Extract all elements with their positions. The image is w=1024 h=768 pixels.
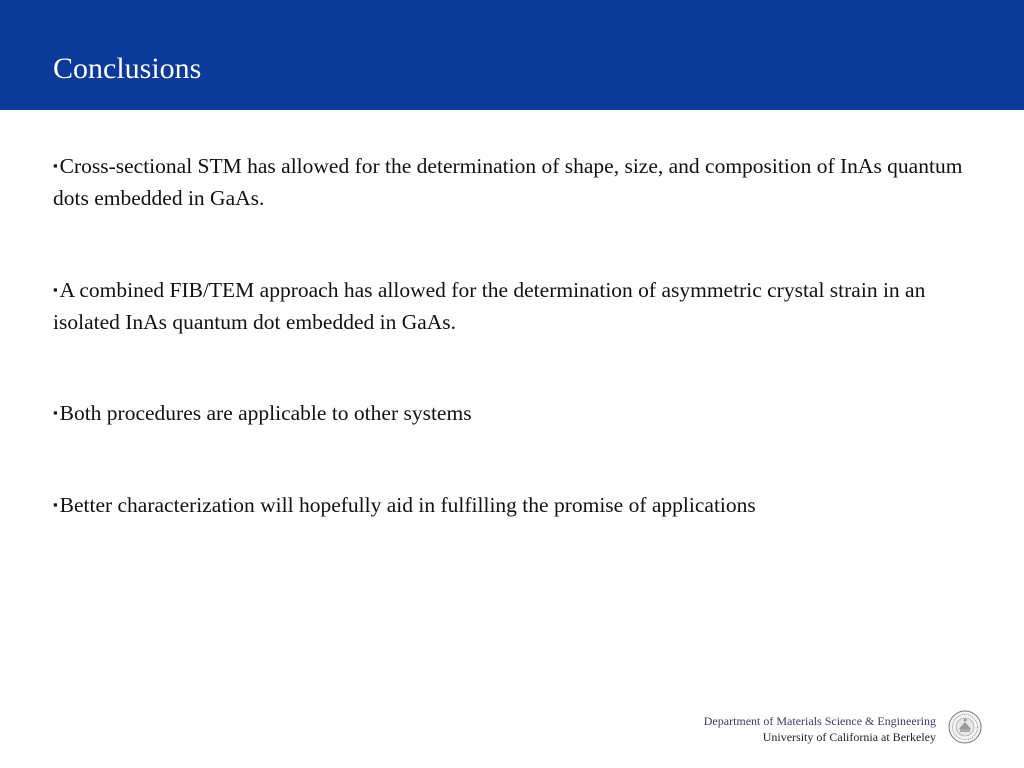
bullet-item [53,397,983,429]
footer-university: University of California at Berkeley [762,730,936,744]
bullet-marker: ▪ [53,405,58,420]
bullet-marker: ▪ [53,158,58,173]
bullet-text: Both procedures are applicable to other systems [59,401,472,425]
bullet-marker: ▪ [53,282,58,297]
bullet-item [53,274,983,338]
footer [704,713,936,745]
university-seal-icon [948,710,982,744]
title-bar [0,0,1024,110]
bullet-marker: ▪ [53,497,58,512]
footer-department: Department of Materials Science & Engineering [703,714,936,728]
bullet-text: Cross-sectional STM has allowed for the determination of shape, size, and composition of InAs quantum dots embedded in GaAs. [53,154,963,210]
bullet-text: Better characterization will hopefully aid in fulfilling the promise of applications [59,493,756,517]
bullet-item [53,489,983,521]
bullet-text: A combined FIB/TEM approach has allowed for the determination of asymmetric crystal strain in an isolated InAs quantum dot embedded in GaAs. [53,278,926,334]
bullet-item [53,150,983,214]
slide-title: Conclusions [53,52,202,85]
